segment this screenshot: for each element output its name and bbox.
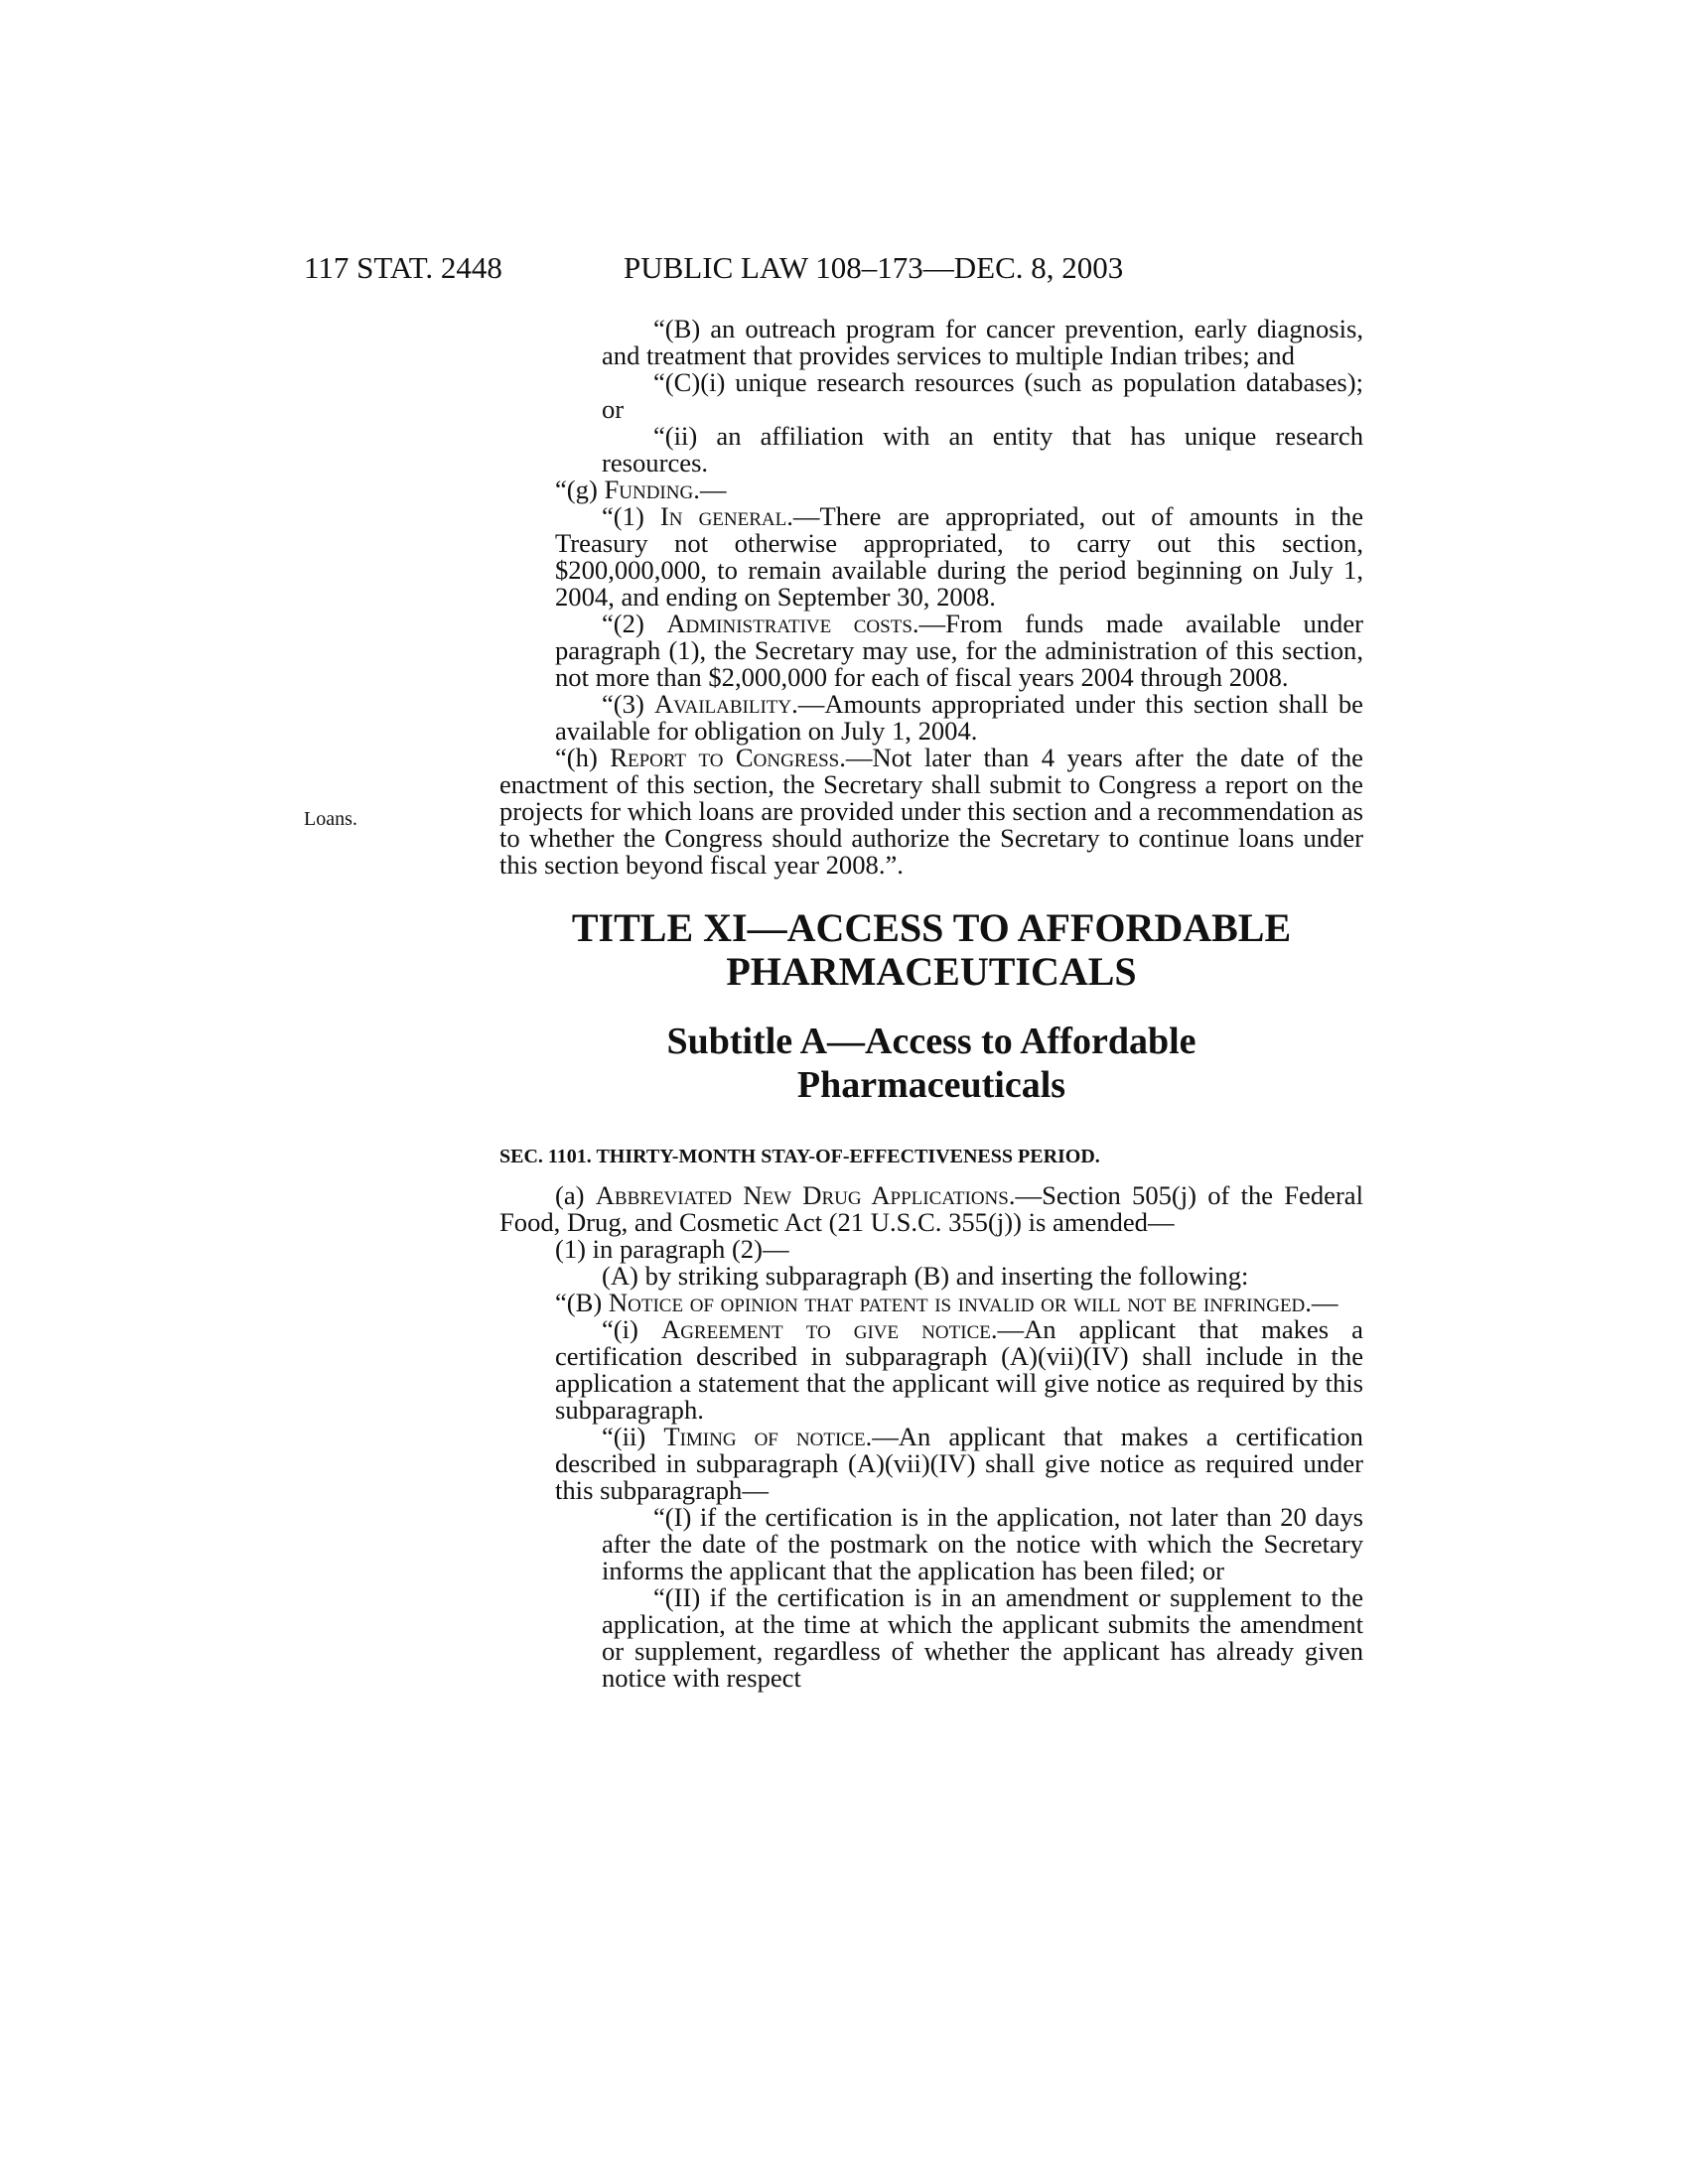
subtitle-heading [499, 1020, 1363, 1107]
paragraph-b-outreach: “(B) an outreach program for cancer prevention, early diagnosis, and treatment that provides services to multiple Indian tribes; and [602, 314, 1363, 370]
stat-page-number: 117 STAT. 2448 [304, 250, 502, 285]
running-header: PUBLIC LAW 108–173—DEC. 8, 2003 [624, 250, 1124, 285]
paragraph-c-ii: “(ii) an affiliation with an entity that has unique research resources. [602, 421, 1363, 478]
paragraph-a1: (1) in paragraph (2)— [555, 1234, 789, 1264]
subparagraph-b-heading: “(B) Notice of opinion that patent is invalid or will not be infringed.— [555, 1288, 1338, 1317]
section-heading: SEC. 1101. THIRTY-MONTH STAY-OF-EFFECTIVENESS PERIOD. [499, 1146, 1100, 1167]
paragraph-c-i: “(C)(i) unique research resources (such as population databases); or [602, 367, 1363, 424]
paragraph-g3: “(3) Availability.—Amounts appropriated under this section shall be available for obligation on July 1, 2004. [555, 689, 1363, 746]
subtitle-line-2: Pharmaceuticals [796, 1064, 1066, 1106]
subparagraph-aA: (A) by striking subparagraph (B) and inserting the following: [602, 1261, 1249, 1291]
document-body [499, 316, 1363, 1692]
clause-b-i: “(i) Agreement to give notice.—An applicant that makes a certification described in subparagraph (A)(vii)(IV) shall include in the application a statement that the applicant will give notice as required by this subparagraph. [555, 1314, 1363, 1425]
title-line-1: TITLE XI—ACCESS TO AFFORDABLE [571, 905, 1292, 950]
subsection-h: “(h) Report to Congress.—Not later than 4 years after the date of the enactment of this section, the Secretary shall submit to Congress a report on the projects for which loans are provided under this section and a recommendation as to whether the Congress should authorize the Secretary to continue loans under this section beyond fiscal year 2008.”. [499, 743, 1363, 880]
subtitle-line-1: Subtitle A—Access to Affordable [666, 1021, 1196, 1062]
title-line-2: PHARMACEUTICALS [726, 949, 1137, 994]
title-heading [499, 906, 1363, 994]
subsection-a: (a) Abbreviated New Drug Applications.—Section 505(j) of the Federal Food, Drug, and Cosmetic Act (21 U.S.C. 355(j)) is amended— [499, 1180, 1363, 1237]
subsection-g-heading: “(g) Funding.— [555, 475, 727, 504]
subclause-I: “(I) if the certification is in the application, not later than 20 days after the date of the postmark on the notice with which the Secretary informs the applicant that the application has been filed; or [602, 1502, 1363, 1585]
subclause-II: “(II) if the certification is in an amendment or supplement to the application, at the time at which the applicant submits the amendment or supplement, regardless of whether the applicant has already given notice with respect [602, 1582, 1363, 1693]
margin-note: Loans. [304, 808, 357, 830]
paragraph-g1: “(1) In general.—There are appropriated, out of amounts in the Treasury not otherwise appropriated, to carry out this section, $200,000,000, to remain available during the period beginning on July 1, 2004, and ending on September 30, 2008. [555, 501, 1363, 612]
paragraph-g2: “(2) Administrative costs.—From funds made available under paragraph (1), the Secretary may use, for the administration of this section, not more than $2,000,000 for each of fiscal years 2004 through 2008. [555, 609, 1363, 692]
clause-b-ii: “(ii) Timing of notice.—An applicant that makes a certification described in subparagraph (A)(vii)(IV) shall give notice as required under this subparagraph— [555, 1422, 1363, 1505]
